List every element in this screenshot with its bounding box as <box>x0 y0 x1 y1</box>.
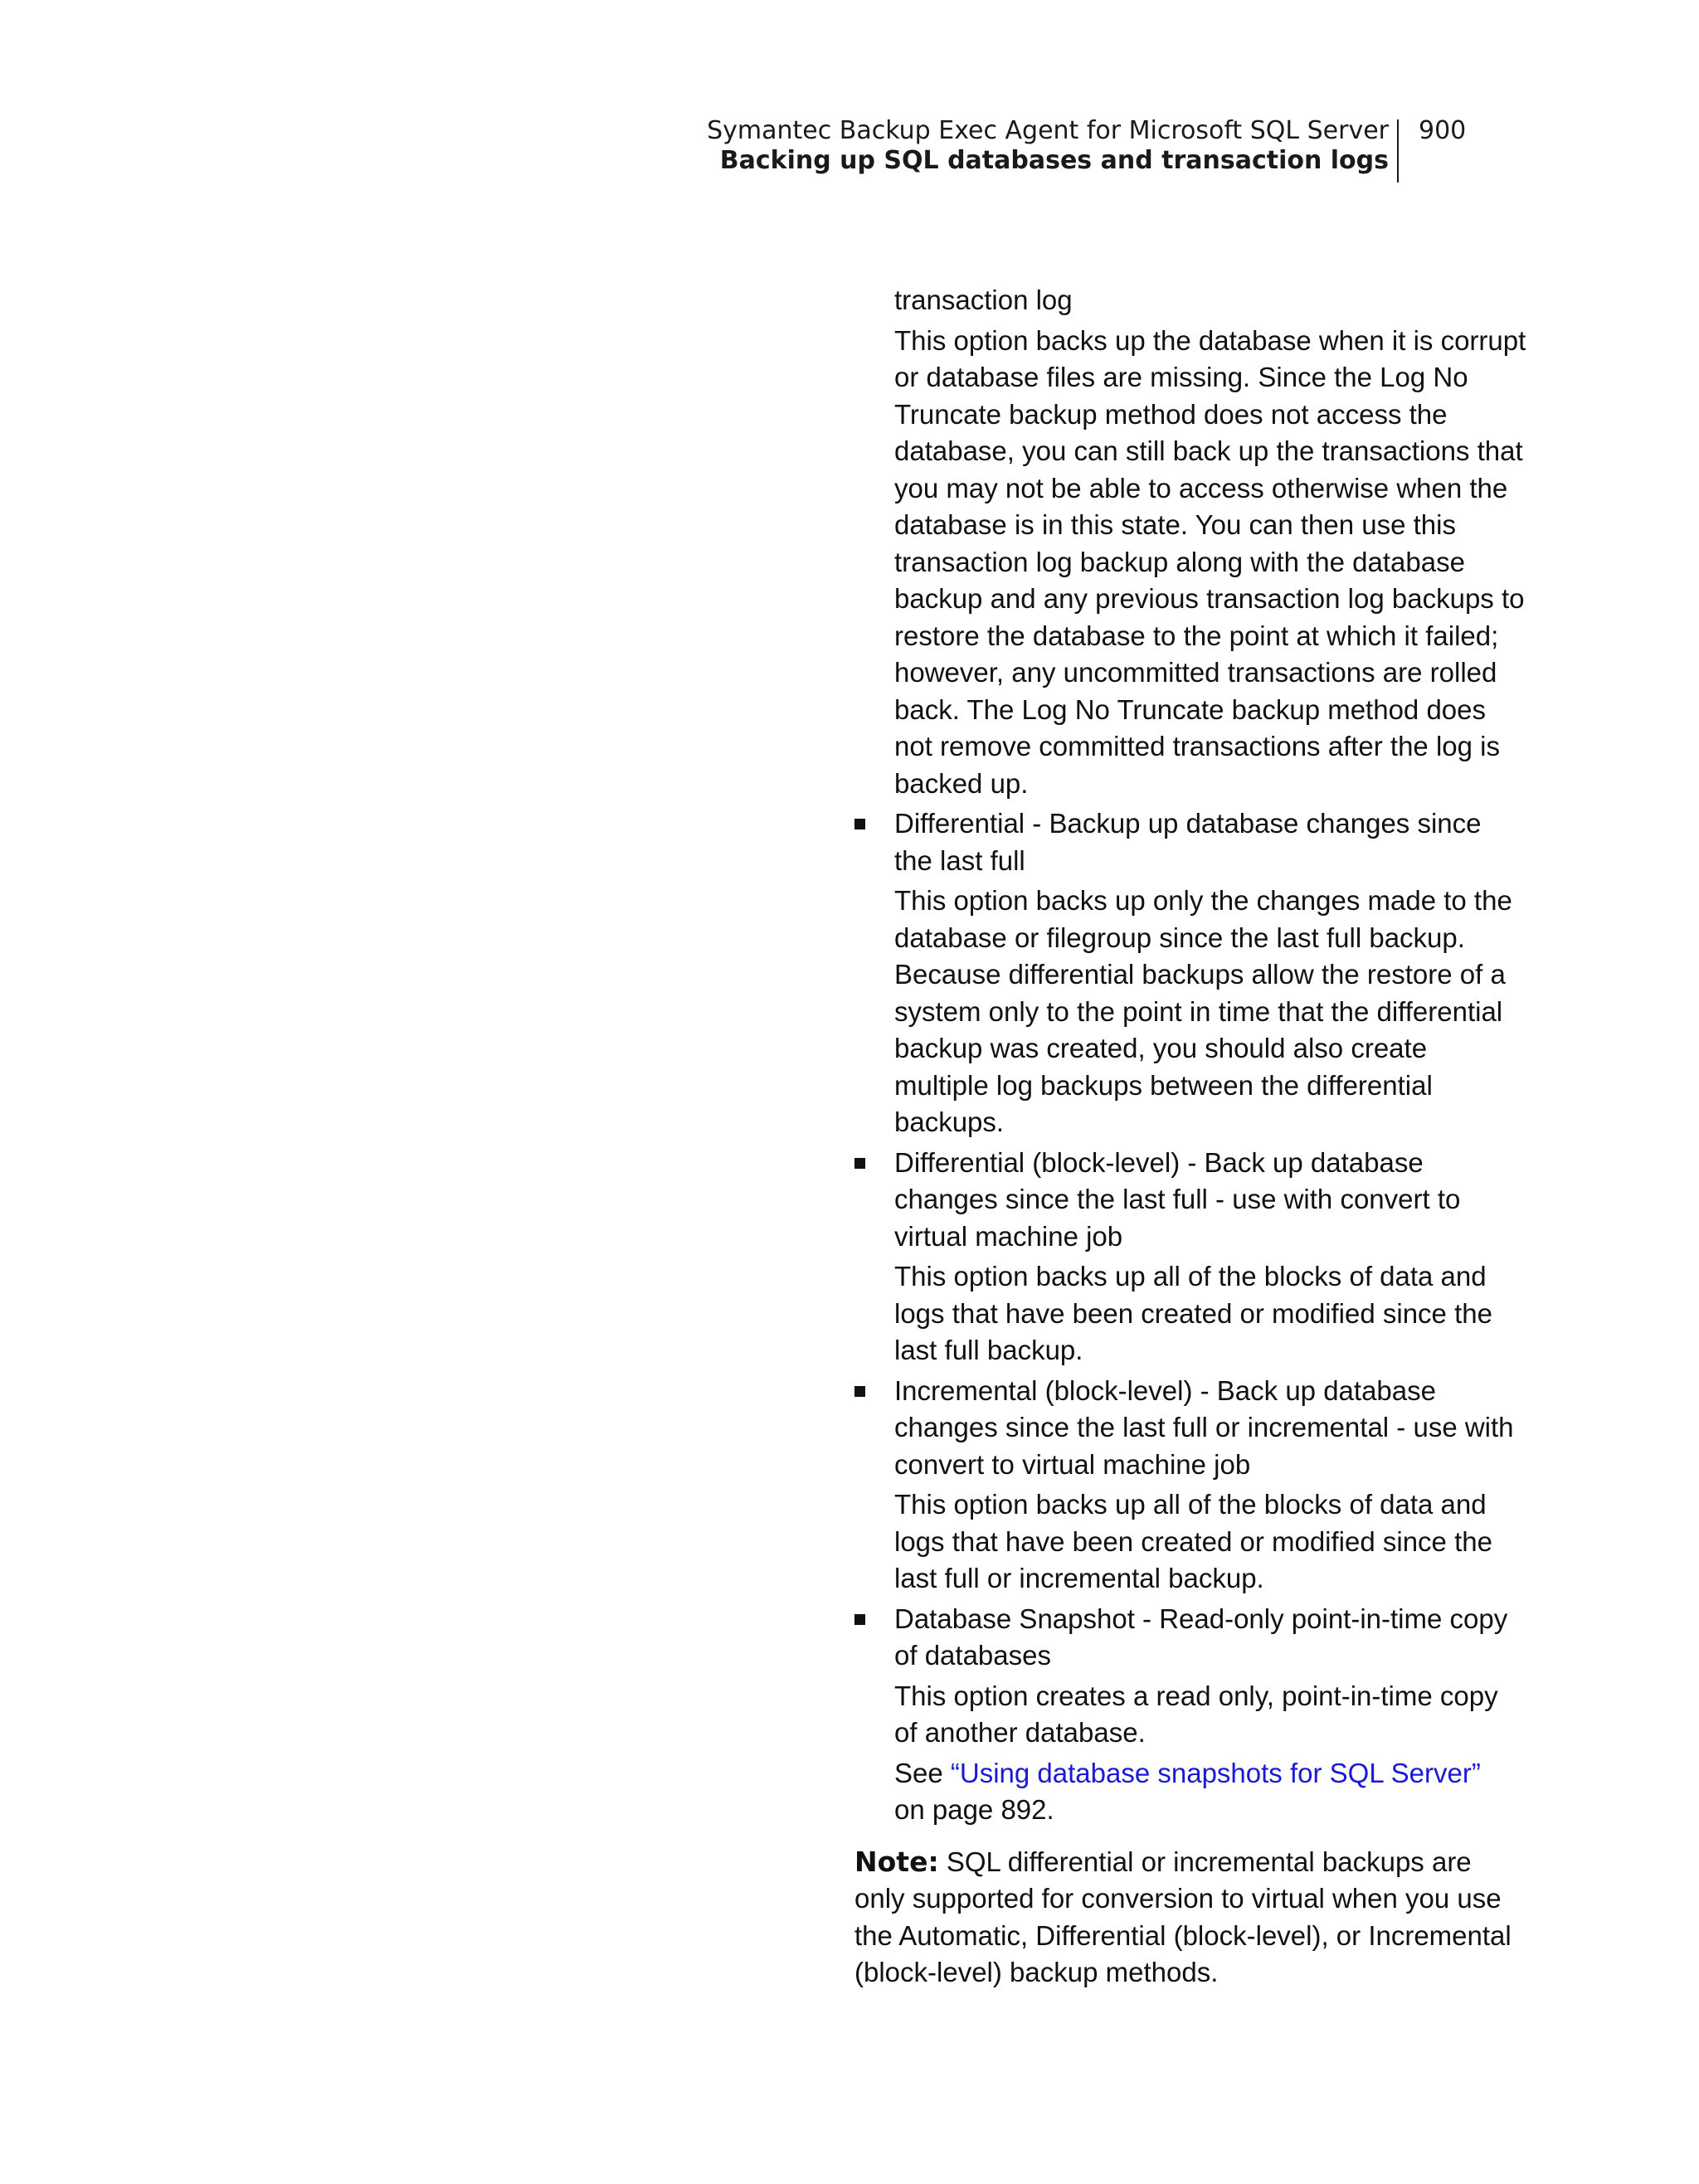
continued-item-title: transaction log <box>894 285 1073 315</box>
list-item-description: This option backs up only the changes made to the database or filegroup since the last full backup. Because differential backups allow the restore of a system only to the point in time that the differential backup was created, you should also create multiple log backups between the differential backups. <box>894 885 1512 1137</box>
bullet-square-icon <box>854 1386 865 1397</box>
running-header <box>639 116 1551 186</box>
page-content <box>854 282 1526 1992</box>
note-label: Note: <box>854 1845 939 1878</box>
header-divider <box>1397 119 1399 182</box>
list-item-incremental-block-level <box>854 1373 1526 1598</box>
list-item-description: This option backs up all of the blocks of data and logs that have been created or modified since the last full backup. <box>894 1261 1492 1365</box>
bullet-square-icon <box>854 819 865 829</box>
cross-reference <box>894 1755 1526 1829</box>
note-text: SQL differential or incremental backups are only supported for conversion to virtual when you use the Automatic, Differential (block-level), or Incremental (block-level) backup methods. <box>854 1846 1512 1987</box>
page-number: 900 <box>1419 116 1467 145</box>
list-item-title: Incremental (block-level) - Back up database changes since the last full or incremental - use with convert to virtual machine job <box>894 1374 1514 1480</box>
list-item-differential <box>854 805 1526 1141</box>
list-item-description: This option backs up all of the blocks of data and logs that have been created or modified since the last full or incremental backup. <box>894 1489 1492 1593</box>
note-paragraph <box>854 1844 1526 1992</box>
header-chapter-title: Symantec Backup Exec Agent for Microsoft SQL Server <box>707 116 1389 145</box>
bullet-square-icon <box>854 1158 865 1169</box>
list-item-title: Database Snapshot - Read-only point-in-time copy of databases <box>894 1603 1508 1671</box>
snapshot-cross-reference-link[interactable]: “Using database snapshots for SQL Server” <box>950 1757 1481 1788</box>
list-item-title: Differential (block-level) - Back up database changes since the last full - use with convert to virtual machine job <box>894 1146 1461 1252</box>
cross-reference-page: on page 892. <box>894 1794 1054 1825</box>
bullet-square-icon <box>854 1614 865 1625</box>
continued-item-description: This option backs up the database when it is corrupt or database files are missing. Since the Log No Truncate backup method does not access the database, you can still back up the transactions that you may not be able to access otherwise when the database is in this state. You can then use this transaction log backup along with the database backup and any previous transaction log backups to restore the database to the point at which it failed; however, any uncommitted transactions are rolled back. The Log No Truncate backup method does not remove committed transactions after the log is backed up. <box>894 324 1526 799</box>
list-item-title: Differential - Backup up database changes since the last full <box>894 808 1482 876</box>
cross-reference-prefix: See <box>894 1757 951 1788</box>
header-titles <box>707 116 1389 176</box>
list-item-description: This option creates a read only, point-in-time copy of another database. <box>894 1680 1498 1748</box>
header-section-title: Backing up SQL databases and transaction logs <box>719 146 1389 175</box>
list-item-database-snapshot <box>854 1601 1526 1829</box>
list-item-differential-block-level <box>854 1145 1526 1369</box>
